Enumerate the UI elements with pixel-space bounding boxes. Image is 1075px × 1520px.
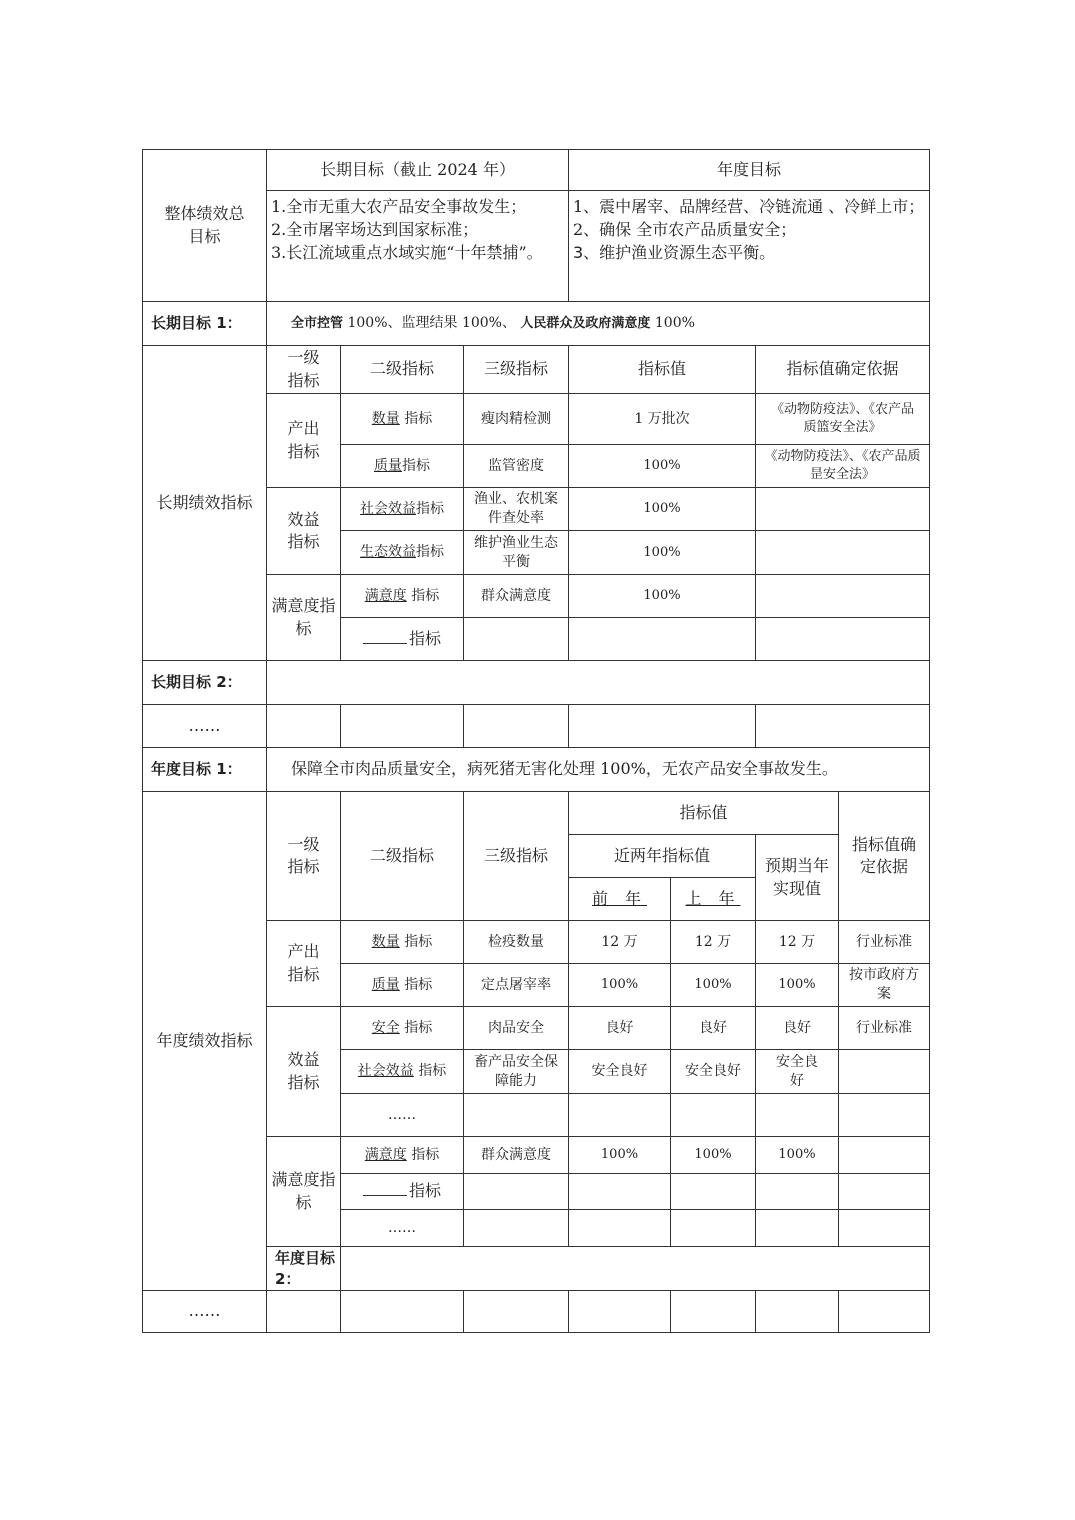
table-row-last: 100% [671,964,756,1007]
col-header-level1: 一级指标 [267,346,341,394]
table-row-expected: 100% [756,1137,839,1174]
table-row-basis [839,1174,930,1210]
table-row-last: 安全良好 [671,1050,756,1094]
ellipsis-row-label: …… [143,1291,267,1333]
table-row-l3: 群众满意度 [464,1137,569,1174]
long-perf-label: 长期绩效指标 [143,346,267,661]
table-row-basis [839,1137,930,1174]
table-row-value [569,618,756,661]
table-row-l2: 数量 指标 [341,394,464,445]
table-row-l3 [464,618,569,661]
empty-cell [756,1291,839,1333]
list-item: 1、震中屠宰、品牌经营、冷链流通 、冷鲜上市； [573,197,925,216]
benefit-indicator-label: 效益指标 [267,488,341,575]
list-item: 2、确保 全市农产品质量安全； [573,220,797,240]
table-row-prev [569,1094,671,1137]
col-header-value: 指标值 [569,346,756,394]
table-row-l3: 检疫数量 [464,921,569,964]
table-row-prev: 安全良好 [569,1050,671,1094]
table-row-expected [756,1094,839,1137]
table-row-value: 100% [569,488,756,531]
table-row-l2: 社会效益 指标 [341,1050,464,1094]
long-goal-1-text [267,302,930,346]
list-item: 3.长江流域重点水域实施“十年禁捕”。 [271,243,543,263]
output-indicator-label: 产出指标 [267,921,341,1007]
table-row-value: 100% [569,445,756,488]
empty-cell [267,705,341,748]
col-header-basis: 指标值确定依据 [756,346,930,394]
table-row-expected: 安全良好 [756,1050,839,1094]
table-row-prev: 100% [569,964,671,1007]
table-row-l2: 满意度 指标 [341,1137,464,1174]
col-header-level1: 一级指标 [267,792,341,921]
list-item: 1.全市无重大农产品安全事故发生； [271,197,527,216]
table-row-expected: 良好 [756,1007,839,1050]
empty-cell [756,705,930,748]
table-row-value: 100% [569,575,756,618]
table-row-basis [756,531,930,575]
empty-cell [671,1291,756,1333]
col-header-level3: 三级指标 [464,346,569,394]
annual-goal-list [569,191,930,302]
long-term-goal-header: 长期目标（截止 2024 年） [267,150,569,191]
col-header-recent-two-years: 近两年指标值 [569,835,756,878]
table-row-last: 良好 [671,1007,756,1050]
table-row-last: 12 万 [671,921,756,964]
empty-cell [464,1291,569,1333]
table-row-basis [756,488,930,531]
goal-text-part: 人民群众及政府满意度 [520,315,651,331]
table-row-l2: 指标 [341,1174,464,1210]
empty-cell [839,1291,930,1333]
col-header-level2: 二级指标 [341,346,464,394]
annual-goal-1-text: 保障全市肉品质量安全，病死猪无害化处理 100%，无农产品安全事故发生。 [267,748,930,792]
table-row-basis: 行业标准 [839,921,930,964]
table-row-l3: 群众满意度 [464,575,569,618]
table-row-last [671,1094,756,1137]
table-row-l3: 渔业、农机案件查处率 [464,488,569,531]
table-row-expected [756,1174,839,1210]
table-row-l2: 质量 指标 [341,964,464,1007]
empty-cell [569,705,756,748]
table-row-l3 [464,1210,569,1247]
table-row-expected: 12 万 [756,921,839,964]
col-header-expected: 预期当年实现值 [756,835,839,921]
table-row-expected: 100% [756,964,839,1007]
table-row-expected [756,1210,839,1247]
table-row-l3: 畜产品安全保障能力 [464,1050,569,1094]
annual-goal-1-label: 年度目标 1： [143,748,267,792]
overall-goal-label: 整体绩效总目标 [143,150,267,302]
table-row-last: 100% [671,1137,756,1174]
table-row-l3 [464,1094,569,1137]
table-row-prev: 12 万 [569,921,671,964]
ellipsis-row-label: …… [143,705,267,748]
goal-text-part: 100%、监理结果 100%、 [347,314,516,331]
satisfaction-indicator-label: 满意度指标 [267,1137,341,1247]
performance-goal-table [142,149,930,1333]
annual-perf-label: 年度绩效指标 [143,792,267,1291]
table-row-basis [839,1210,930,1247]
table-row-l2: …… [341,1094,464,1137]
table-row-prev [569,1210,671,1247]
table-row-l3 [464,1174,569,1210]
benefit-indicator-label: 效益指标 [267,1007,341,1137]
table-row-basis [839,1094,930,1137]
table-row-basis: 行业标准 [839,1007,930,1050]
table-row-prev [569,1174,671,1210]
col-header-last-year: 上 年 [671,878,756,921]
empty-cell [569,1291,671,1333]
table-row-l3: 定点屠宰率 [464,964,569,1007]
table-row-value: 1 万批次 [569,394,756,445]
col-header-value: 指标值 [569,792,839,835]
list-item: 3、维护渔业资源生态平衡。 [573,243,776,263]
long-goal-1-label: 长期目标 1： [143,302,267,346]
table-row-basis: 《动物防疫法》、《农产品质篮安全法》 [756,394,930,445]
long-goal-2-text [267,661,930,705]
table-row-l2: 指标 [341,618,464,661]
table-row-last [671,1210,756,1247]
empty-cell [341,1291,464,1333]
list-item: 2.全市屠宰场达到国家标准； [271,220,479,240]
annual-goal-2-label: 年度目标 2： [267,1247,341,1291]
col-header-previous-year: 前 年 [569,878,671,921]
col-header-level2: 二级指标 [341,792,464,921]
col-header-basis: 指标值确定依据 [839,792,930,921]
table-row-l2: 满意度 指标 [341,575,464,618]
table-row-prev: 良好 [569,1007,671,1050]
table-row-l2: 数量 指标 [341,921,464,964]
table-row-l3: 监管密度 [464,445,569,488]
table-row-l3: 肉品安全 [464,1007,569,1050]
table-row-value: 100% [569,531,756,575]
table-row-l2: 安全 指标 [341,1007,464,1050]
table-row-basis [756,618,930,661]
goal-text-part: 100% [654,314,695,331]
table-row-basis: 《动物防疫法》、《农产品质昰安全法》 [756,445,930,488]
goal-text-part: 全市控管 [291,315,344,331]
satisfaction-indicator-label: 满意度指标 [267,575,341,661]
col-header-level3: 三级指标 [464,792,569,921]
table-row-last [671,1174,756,1210]
empty-cell [341,705,464,748]
table-row-l3: 瘦肉精检测 [464,394,569,445]
table-row-l3: 维护渔业生态平衡 [464,531,569,575]
table-row-basis [839,1050,930,1094]
table-row-prev: 100% [569,1137,671,1174]
table-row-basis [756,575,930,618]
table-row-l2: 生态效益指标 [341,531,464,575]
long-goal-2-label: 长期目标 2： [143,661,267,705]
output-indicator-label: 产出指标 [267,394,341,488]
annual-goal-2-text [341,1247,930,1291]
annual-goal-header: 年度目标 [569,150,930,191]
empty-cell [267,1291,341,1333]
table-row-l2: 社会效益指标 [341,488,464,531]
table-row-basis: 按市政府方案 [839,964,930,1007]
long-term-goal-list [267,191,569,302]
empty-cell [464,705,569,748]
table-row-l2: 质量指标 [341,445,464,488]
table-row-l2: …… [341,1210,464,1247]
performance-table-sheet [142,149,929,1333]
